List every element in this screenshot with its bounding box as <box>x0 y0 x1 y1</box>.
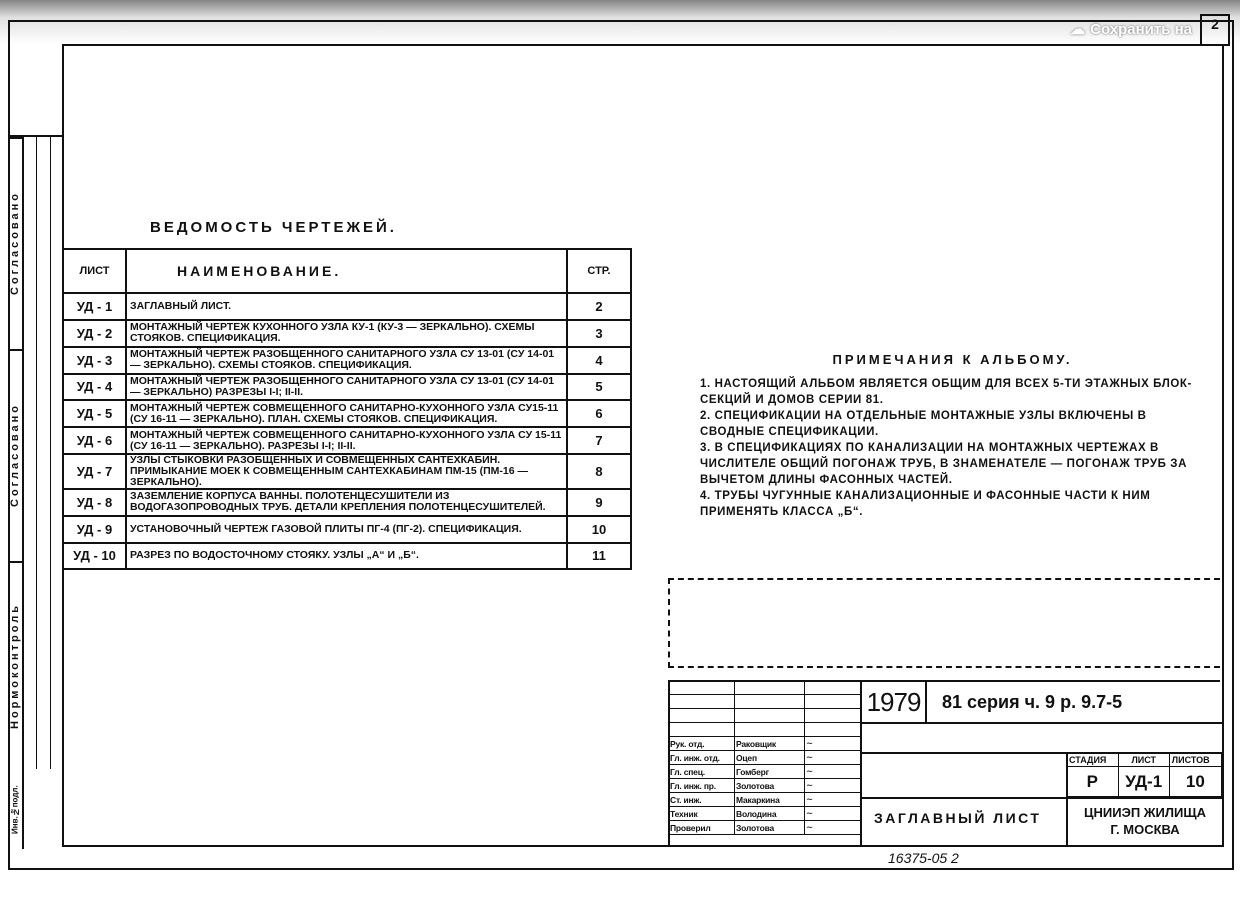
table-row <box>63 374 631 401</box>
row-name: РАЗРЕЗ ПО ВОДОСТОЧНОМУ СТОЯКУ. УЗЛЫ „А“ И „Б“. <box>126 543 567 570</box>
note-item: 2. СПЕЦИФИКАЦИИ НА ОТДЕЛЬНЫЕ МОНТАЖНЫЕ УЗЛЫ ВКЛЮЧЕНЫ В СВОДНЫЕ СПЕЦИФИКАЦИИ. <box>700 410 1147 438</box>
sheet-value: УД-1 <box>1118 767 1169 797</box>
row-name: ЗАЗЕМЛЕНИЕ КОРПУСА ВАННЫ. ПОЛОТЕНЦЕСУШИТЕЛИ ИЗ ВОДОГАЗОПРОВОДНЫХ ТРУБ. ДЕТАЛИ КРЕПЛЕНИЯ ПОЛОТЕНЦЕСУШИТЕЛЕЙ. <box>126 489 567 516</box>
col-sheet: ЛИСТ <box>63 249 126 293</box>
approval-label: Согласовано <box>8 137 22 347</box>
table-row <box>63 400 631 427</box>
title-block <box>668 680 1220 847</box>
row-page: 8 <box>567 454 631 489</box>
row-page: 3 <box>567 320 631 347</box>
save-label: Сохранить на <box>1090 20 1192 38</box>
signatory-row <box>669 807 861 821</box>
sheets-value: 10 <box>1169 767 1221 797</box>
signatory-role: Гл. инж. пр. <box>669 779 735 793</box>
row-name: МОНТАЖНЫЙ ЧЕРТЕЖ РАЗОБЩЕННОГО САНИТАРНОГО УЗЛА СУ 13-01 (СУ 14-01 — ЗЕРКАЛЬНО) РАЗРЕЗЫ I-I; II-II. <box>126 374 567 401</box>
row-page: 4 <box>567 347 631 374</box>
row-name: ЗАГЛАВНЫЙ ЛИСТ. <box>126 293 567 320</box>
signatory-row <box>669 793 861 807</box>
signatory-role: Рук. отд. <box>669 737 735 751</box>
signatory-row <box>669 821 861 835</box>
table-row <box>63 320 631 347</box>
table-row <box>63 489 631 516</box>
signature: ~ <box>805 793 861 807</box>
archive-number: 16375-05 2 <box>888 850 959 866</box>
sheet-corner-number: 2 <box>1200 14 1230 46</box>
inventory-number-label: Инв.№подл. <box>10 785 20 835</box>
signatory-row <box>669 751 861 765</box>
table-row <box>63 454 631 489</box>
row-page: 11 <box>567 543 631 570</box>
table-row <box>63 516 631 543</box>
table-row <box>63 347 631 374</box>
row-page: 2 <box>567 293 631 320</box>
signatory-row <box>669 765 861 779</box>
series-code: 81 серия ч. 9 р. 9.7-5 <box>942 692 1123 712</box>
row-page: 7 <box>567 427 631 454</box>
stage-label: СТАДИЯ <box>1067 753 1119 767</box>
sheets-label: ЛИСТОВ <box>1169 753 1221 767</box>
row-name: УСТАНОВОЧНЫЙ ЧЕРТЕЖ ГАЗОВОЙ ПЛИТЫ ПГ-4 (ПГ-2). СПЕЦИФИКАЦИЯ. <box>126 516 567 543</box>
row-page: 10 <box>567 516 631 543</box>
signature: ~ <box>805 765 861 779</box>
approval-label: Согласовано <box>8 349 22 559</box>
signatory-row <box>669 779 861 793</box>
row-sheet: УД - 8 <box>63 489 126 516</box>
signatory-role: Гл. инж. отд. <box>669 751 735 765</box>
signature: ~ <box>805 821 861 835</box>
signatory-name: Володина <box>735 807 805 821</box>
row-page: 5 <box>567 374 631 401</box>
signatory-name: Гомберг <box>735 765 805 779</box>
drawings-list-table <box>62 248 632 570</box>
table-row <box>63 427 631 454</box>
row-sheet: УД - 1 <box>63 293 126 320</box>
row-sheet: УД - 5 <box>63 400 126 427</box>
signatory-role: Проверил <box>669 821 735 835</box>
row-sheet: УД - 2 <box>63 320 126 347</box>
signature: ~ <box>805 751 861 765</box>
signature: ~ <box>805 779 861 793</box>
row-sheet: УД - 9 <box>63 516 126 543</box>
table-row <box>63 543 631 570</box>
col-name: НАИМЕНОВАНИЕ. <box>126 249 567 293</box>
org-name: ЦНИИЭП ЖИЛИЩА <box>1084 805 1206 820</box>
row-sheet: УД - 10 <box>63 543 126 570</box>
org-city: Г. МОСКВА <box>1110 822 1180 837</box>
signatory-role: Ст. инж. <box>669 793 735 807</box>
signature: ~ <box>805 807 861 821</box>
note-item: 1. НАСТОЯЩИЙ АЛЬБОМ ЯВЛЯЕТСЯ ОБЩИМ ДЛЯ ВСЕХ 5-ТИ ЭТАЖНЫХ БЛОК-СЕКЦИЙ И ДОМОВ СЕРИИ 81. <box>700 378 1192 406</box>
row-sheet: УД - 7 <box>63 454 126 489</box>
stage-value: Р <box>1067 767 1119 797</box>
signature: ~ <box>805 737 861 751</box>
stamp-area-dashed <box>668 578 1220 668</box>
year: 1979 <box>860 680 927 724</box>
col-page: СТР. <box>567 249 631 293</box>
signatory-row <box>669 737 861 751</box>
row-sheet: УД - 3 <box>63 347 126 374</box>
row-sheet: УД - 6 <box>63 427 126 454</box>
signatory-name: Оцеп <box>735 751 805 765</box>
cloud-icon: ☁ <box>1070 21 1086 38</box>
signatory-role: Гл. спец. <box>669 765 735 779</box>
table-row <box>63 293 631 320</box>
row-sheet: УД - 4 <box>63 374 126 401</box>
table-header <box>63 249 631 293</box>
album-notes <box>700 352 1205 520</box>
organization <box>1068 804 1222 838</box>
drawing-name: ЗАГЛАВНЫЙ ЛИСТ <box>874 810 1042 826</box>
signatory-name: Макаркина <box>735 793 805 807</box>
norm-control-label: Нормоконтроль <box>8 561 22 769</box>
document-title: ВЕДОМОСТЬ ЧЕРТЕЖЕЙ. <box>150 219 397 236</box>
row-page: 9 <box>567 489 631 516</box>
sheet-label: ЛИСТ <box>1118 753 1169 767</box>
signatory-name: Золотова <box>735 779 805 793</box>
signatory-name: Раковщик <box>735 737 805 751</box>
signatory-role: Техник <box>669 807 735 821</box>
row-name: МОНТАЖНЫЙ ЧЕРТЕЖ КУХОННОГО УЗЛА КУ-1 (КУ-3 — ЗЕРКАЛЬНО). СХЕМЫ СТОЯКОВ. СПЕЦИФИКАЦИЯ. <box>126 320 567 347</box>
stage-table <box>1066 752 1222 797</box>
signatory-name: Золотова <box>735 821 805 835</box>
note-item: 4. ТРУБЫ ЧУГУННЫЕ КАНАЛИЗАЦИОННЫЕ И ФАСОННЫЕ ЧАСТИ К НИМ ПРИМЕНЯТЬ КЛАССА „Б“. <box>700 490 1151 518</box>
note-item: 3. В СПЕЦИФИКАЦИЯХ ПО КАНАЛИЗАЦИИ НА МОНТАЖНЫХ ЧЕРТЕЖАХ В ЧИСЛИТЕЛЕ ОБЩИЙ ПОГОНАЖ ТРУБ, В ЗНАМЕНАТЕЛЕ — ПОГОНАЖ ТРУБ ЗА ВЫЧЕТОМ ДЛИНЫ ФАСОННЫХ ЧАСТЕЙ. <box>700 442 1187 486</box>
notes-title: ПРИМЕЧАНИЯ К АЛЬБОМУ. <box>832 352 1073 367</box>
row-name: УЗЛЫ СТЫКОВКИ РАЗОБЩЕННЫХ И СОВМЕЩЕННЫХ САНТЕХКАБИН. ПРИМЫКАНИЕ МОЕК К СОВМЕЩЕННЫМ САНТЕХКАБИНАМ ПМ-15 (ПМ-16 — ЗЕРКАЛЬНО). <box>126 454 567 489</box>
row-page: 6 <box>567 400 631 427</box>
signatures-table <box>668 680 861 835</box>
side-approval-strip <box>8 135 62 847</box>
row-name: МОНТАЖНЫЙ ЧЕРТЕЖ РАЗОБЩЕННОГО САНИТАРНОГО УЗЛА СУ 13-01 (СУ 14-01 — ЗЕРКАЛЬНО). СХЕМЫ СТОЯКОВ. СПЕЦИФИКАЦИЯ. <box>126 347 567 374</box>
row-name: МОНТАЖНЫЙ ЧЕРТЕЖ СОВМЕЩЕННОГО САНИТАРНО-КУХОННОГО УЗЛА СУ 15-11 (СУ 16-11 — ЗЕРКАЛЬНО). РАЗРЕЗЫ I-I; II-II. <box>126 427 567 454</box>
row-name: МОНТАЖНЫЙ ЧЕРТЕЖ СОВМЕЩЕННОГО САНИТАРНО-КУХОННОГО УЗЛА СУ15-11 (СУ 16-11 — ЗЕРКАЛЬНО). ПЛАН. СХЕМЫ СТОЯКОВ. СПЕЦИФИКАЦИЯ. <box>126 400 567 427</box>
